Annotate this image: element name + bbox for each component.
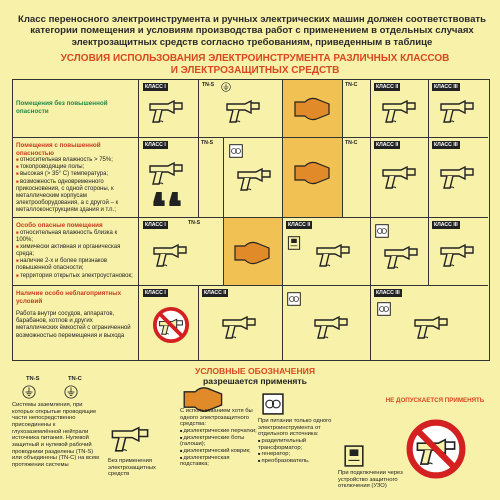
- tnc-tag: TN-C: [345, 82, 358, 88]
- class-tag: КЛАСС III: [434, 222, 458, 228]
- drill-icon: [437, 94, 477, 124]
- drill-icon: [311, 310, 351, 340]
- transformer-icon: [375, 224, 389, 238]
- table-row: [13, 138, 488, 218]
- drill-icon: [379, 94, 419, 124]
- power-description: [258, 418, 336, 465]
- cell-class2-transformer: [283, 286, 371, 360]
- earth-icon: [22, 385, 36, 399]
- drill-icon: [437, 160, 477, 190]
- row-item: ■ возможность одновременного прикосновения, с одной стороны, к металлическим корпусам электрооборудования, а с другой – к металлоконструкциям здания и т.п.;: [16, 179, 135, 215]
- row-label: [13, 138, 139, 217]
- cell-class1-tns: [199, 138, 224, 217]
- table-title: УСЛОВИЯ ИСПОЛЬЗОВАНИЯ ЭЛЕКТРОИНСТРУМЕНТА РАЗЛИЧНЫХ КЛАССОВ И ЭЛЕКТРОЗАЩИТНЫХ СРЕДСТВ: [60, 53, 450, 76]
- row-label: [13, 218, 139, 285]
- power-item: ■ генератор;: [258, 451, 336, 458]
- legend-subtitle: разрешается применять: [203, 376, 307, 387]
- legend-heading: УСЛОВНЫЕ ОБОЗНАЧЕНИЯ: [194, 366, 315, 376]
- row-label: [13, 286, 139, 360]
- cell-class1: [140, 80, 199, 137]
- earth-icon: [221, 82, 231, 92]
- drill-icon: [146, 156, 186, 186]
- cell-class1-tnc: [343, 80, 371, 137]
- rcd-description: При подключении через устройство защитного отключения (УЗО): [338, 470, 403, 490]
- tns-legend-tag: TN-S: [26, 376, 40, 382]
- class-tag: КЛАСС I: [145, 290, 166, 296]
- with-protection-description: [180, 408, 258, 468]
- power-item: ■ преобразователь.: [258, 458, 336, 465]
- prohibited-icon: [405, 418, 467, 480]
- protection-item: ■ диэлектрическая подставка;: [180, 455, 258, 468]
- protection-item: ■ диэлектрический коврик;: [180, 448, 258, 455]
- tns-tag: TN-S: [201, 140, 214, 146]
- conditions-table: [12, 79, 490, 361]
- cell-class2: [199, 286, 283, 360]
- transformer-icon: [287, 292, 301, 306]
- cell-class3: [429, 80, 488, 137]
- protection-item: ■ диэлектрические перчатки;: [180, 428, 258, 435]
- cell-class1-transformer: [224, 138, 283, 217]
- intro-text: Класс переносного электроинструмента и ручных электрических машин должен соответствовать категории помещения и условиям производства работ с применением в отдельных случаях электрозащитных средств согласно требованиям, приведенным в таблице: [17, 14, 487, 48]
- drill-icon: [379, 160, 419, 190]
- with-protection-head: С использованием хотя бы одного электрозащитного средства:: [180, 408, 253, 428]
- class-tag: КЛАСС II: [288, 222, 311, 228]
- protection-item: ■ диэлектрические боты (галоши);: [180, 435, 258, 448]
- cell-class1-protection: [224, 218, 283, 285]
- drill-icon: [234, 162, 274, 192]
- cell-class2-rcd: [283, 218, 371, 285]
- cell-class1-protection: [283, 80, 343, 137]
- cell-class1-tnc: [343, 138, 371, 217]
- transformer-icon: [377, 302, 391, 316]
- cell-class3: [371, 286, 488, 360]
- class-tag: КЛАСС II: [376, 142, 399, 148]
- drill-icon: [313, 238, 353, 268]
- tnc-tag: TN-C: [345, 140, 358, 146]
- class-tag: КЛАСС III: [376, 290, 400, 296]
- hand-icon: [233, 238, 273, 268]
- cell-class1: [140, 138, 199, 217]
- not-allowed-title: НЕ ДОПУСКАЕТСЯ ПРИМЕНЯТЬ: [385, 397, 485, 404]
- cell-class3: [429, 138, 488, 217]
- class-tag: КЛАСС I: [145, 222, 166, 228]
- earthing-description: Системы заземления, при которых открытые проводящие части непосредственно присоединены к глухозаземлённой нейтрали источника питания. Нулевой защитный и нулевой рабочий проводники разделены (TN-S) или объединены (TN-C) на всем протяжении системы: [12, 402, 100, 468]
- drill-icon: [411, 310, 451, 340]
- class-tag: КЛАСС II: [204, 290, 227, 296]
- cell-class2: [371, 80, 429, 137]
- class-tag: КЛАСС III: [434, 142, 458, 148]
- hand-icon: [293, 158, 333, 188]
- cell-class3: [429, 218, 488, 285]
- power-head: При питании только одного электроинструмента от отдельного источника:: [258, 418, 332, 438]
- row-item: ■ токопроводящие полы;: [16, 164, 135, 171]
- row-item: ■ химически активная и органическая среда;: [16, 244, 135, 258]
- drill-icon: [437, 238, 477, 268]
- row-item: ■ высокая (> 35° С) температура;: [16, 171, 135, 178]
- row-heading: Помещения без повышенной опасности: [16, 100, 108, 115]
- transformer-icon: [262, 393, 284, 415]
- drill-icon: [381, 240, 421, 270]
- row-heading: Помещения с повышенной опасностью: [16, 142, 101, 157]
- row-heading: Особо опасные помещения: [16, 222, 103, 229]
- earth-icon: [64, 385, 78, 399]
- boot-icon: [168, 190, 182, 208]
- tns-tag: TN-S: [202, 82, 215, 88]
- cell-class2: [371, 138, 429, 217]
- row-item: ■ наличие 2-х и более признаков повышенной опасности;: [16, 258, 135, 272]
- class-tag: КЛАСС III: [434, 84, 458, 90]
- cell-class1-tns: [199, 80, 283, 137]
- prohibited-icon: [152, 306, 190, 344]
- no-protection-description: Без применения электрозащитных средств: [108, 458, 156, 478]
- cell-class1-prohibited: [140, 286, 199, 360]
- table-row: [13, 218, 488, 286]
- drill-icon: [108, 420, 152, 453]
- drill-icon: [223, 94, 263, 124]
- class-tag: КЛАСС II: [376, 84, 399, 90]
- class-tag: КЛАСС I: [145, 142, 166, 148]
- row-item: ■ территория открытых электроустановок;: [16, 273, 135, 280]
- table-row: [13, 80, 488, 138]
- hand-icon: [293, 94, 333, 124]
- transformer-icon: [229, 144, 243, 158]
- tns-tag: TN-S: [188, 220, 201, 226]
- drill-icon: [150, 238, 190, 268]
- power-item: ■ разделительный трансформатор;: [258, 438, 336, 451]
- row-item: ■ относительная влажность > 75%;: [16, 157, 135, 164]
- cell-class1-protection: [283, 138, 343, 217]
- row-heading: Наличие особо неблагоприятных условий: [16, 290, 122, 305]
- drill-icon: [146, 94, 186, 124]
- class-tag: КЛАСС I: [145, 84, 166, 90]
- rcd-icon: [343, 445, 365, 467]
- row-label: [13, 80, 139, 137]
- row-item: ■ относительная влажность близка к 100%;: [16, 230, 135, 244]
- drill-icon: [219, 310, 259, 340]
- cell-class2-transformer: [371, 218, 429, 285]
- boot-icon: [152, 190, 166, 208]
- row-text: Работа внутри сосудов, аппаратов, барабанов, котлов и других металлических ёмкостей с ограниченной возможностью перемещения и выхода: [16, 311, 131, 339]
- rcd-icon: [287, 236, 301, 250]
- table-row: [13, 286, 488, 360]
- cell-class1: [140, 218, 224, 285]
- tnc-legend-tag: TN-C: [68, 376, 82, 382]
